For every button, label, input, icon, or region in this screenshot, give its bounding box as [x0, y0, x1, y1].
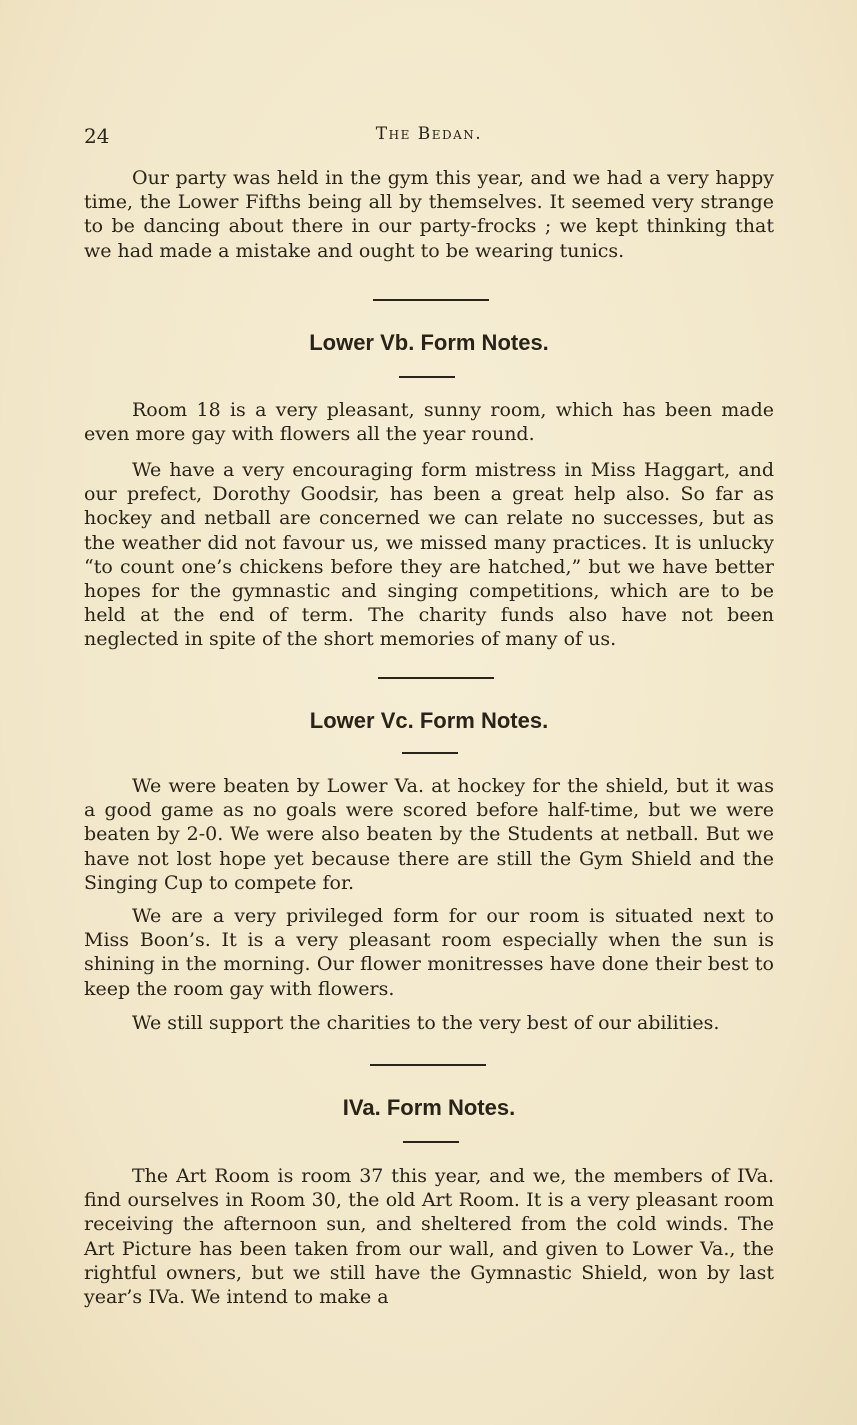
running-title: The Bedan. [375, 124, 483, 144]
heading-underline [403, 1141, 459, 1143]
page-number: 24 [84, 124, 110, 148]
lower-vc-paragraph-1: We were beaten by Lower Va. at hockey for the shield, but it was a good game as no goals were scored before half-time, but we were beaten by 2-0. We were also beaten by the Students at netball. But we have not lost hope yet because there are still the Gym Shield and the Singing Cup to compete for. [84, 775, 774, 894]
lower-vb-paragraph-1: Room 18 is a very pleasant, sunny room, which has been made even more gay with flowers all the year round. [84, 399, 774, 446]
heading-lower-vc: Lower Vc. Form Notes. [309, 708, 549, 733]
heading-underline [402, 752, 458, 754]
lower-vc-paragraph-2: We are a very privileged form for our room is situated next to Miss Boon’s. It is a very pleasant room especially when the sun is shining in the morning. Our flower monitresses have done their best to keep the room gay with flowers. [84, 905, 774, 1000]
heading-lower-vb: Lower Vb. Form Notes. [309, 330, 549, 355]
iva-paragraph-1: The Art Room is room 37 this year, and we, the members of IVa. find ourselves in Room 30, the old Art Room. It is a very pleasant room receiving the afternoon sun, and sheltered from the cold winds. The Art Picture has been taken from our wall, and given to Lower Va., the rightful owners, but we still have the Gymnastic Shield, won by last year’s IVa. We intend to make a [84, 1165, 774, 1309]
section-divider [370, 1064, 486, 1066]
lower-vc-paragraph-3: We still support the charities to the very best of our abilities. [132, 1012, 720, 1034]
heading-underline [399, 376, 455, 378]
heading-iva: IVa. Form Notes. [342, 1095, 516, 1120]
page-header [84, 124, 774, 148]
lower-vb-paragraph-2: We have a very encouraging form mistress in Miss Haggart, and our prefect, Dorothy Goodsir, has been a great help also. So far as hockey and netball are concerned we can relate no successes, but as the weather did not favour us, we missed many practices. It is unlucky “to count one’s chickens before they are hatched,” but we have better hopes for the gymnastic and singing competitions, which are to be held at the end of term. The charity funds also have not been neglected in spite of the short memories of many of us. [84, 459, 774, 651]
section-divider [378, 677, 494, 679]
intro-paragraph: Our party was held in the gym this year, and we had a very happy time, the Lower Fifths being all by themselves. It seemed very strange to be dancing about there in our party-frocks ; we kept thinking that we had made a mistake and ought to be wearing tunics. [84, 167, 774, 262]
section-divider [373, 299, 489, 301]
